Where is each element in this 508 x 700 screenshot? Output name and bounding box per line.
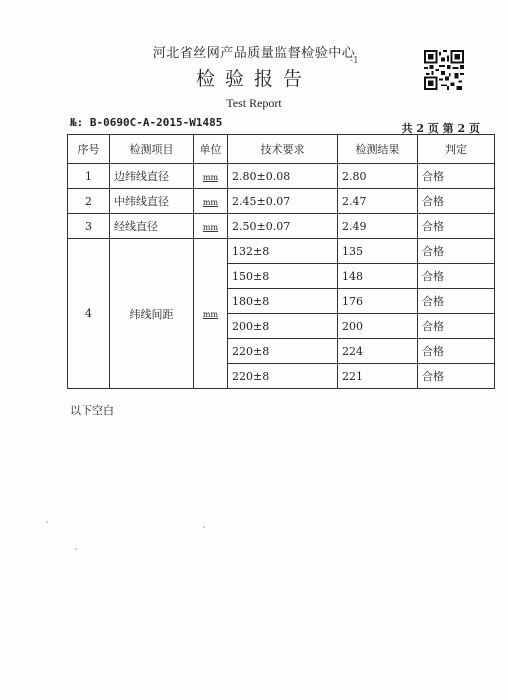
column-header: 检测项目 [110,135,194,164]
judgement: 合格 [418,264,495,289]
row-number: 1 [68,164,110,189]
unit-label: mm [202,310,219,319]
row-number: 3 [68,214,110,239]
column-header: 技术要求 [228,135,338,164]
result: 221 [338,364,418,389]
report-title: 检验报告 [195,68,312,90]
blank-below-note: 以下空白 [70,404,114,417]
unit-label: mm [202,197,219,207]
judgement: 合格 [418,214,495,239]
requirement: 220±8 [228,339,338,364]
judgement: 合格 [418,164,495,189]
unit-label: mm [202,222,219,232]
column-header: 检测结果 [338,135,418,164]
table-row [68,214,495,239]
unit-cell [194,164,228,189]
unit-label: mm [202,172,219,182]
report-subtitle: Test Report [226,96,282,110]
requirement: 220±8 [228,364,338,389]
test-item: 经线直径 [110,214,194,239]
table-header-row [68,135,495,164]
unit-cell [194,239,228,389]
report-number: №: B-0690C-A-2015-W1485 [70,116,223,129]
requirement: 2.45±0.07 [228,189,338,214]
judgement: 合格 [418,314,495,339]
result: 224 [338,339,418,364]
judgement: 合格 [418,189,495,214]
row-number: 4 [68,239,110,389]
result: 200 [338,314,418,339]
requirement: 200±8 [228,314,338,339]
inspection-table [67,134,495,389]
qr-code-icon [424,50,464,90]
result: 135 [338,239,418,264]
row-number: 2 [68,189,110,214]
unit-cell [194,214,228,239]
requirement: 150±8 [228,264,338,289]
column-header: 判定 [418,135,495,164]
scan-speck [203,526,205,528]
test-item: 纬线间距 [110,239,194,389]
judgement: 合格 [418,339,495,364]
scan-speck [75,548,77,550]
handwritten-mark: -1 [350,56,359,66]
result: 2.80 [338,164,418,189]
requirement: 132±8 [228,239,338,264]
result: 148 [338,264,418,289]
table-row [68,164,495,189]
scan-speck [46,521,48,523]
requirement: 180±8 [228,289,338,314]
organization-name: 河北省丝网产品质量监督检验中心 [152,46,356,61]
page-info: 共 2 页 第 2 页 [401,122,480,135]
test-item: 边纬线直径 [110,164,194,189]
table-row [68,239,495,264]
judgement: 合格 [418,239,495,264]
judgement: 合格 [418,289,495,314]
column-header: 单位 [194,135,228,164]
column-header: 序号 [68,135,110,164]
result: 176 [338,289,418,314]
requirement: 2.80±0.08 [228,164,338,189]
requirement: 2.50±0.07 [228,214,338,239]
table-row [68,189,495,214]
result: 2.49 [338,214,418,239]
unit-cell [194,189,228,214]
test-item: 中纬线直径 [110,189,194,214]
judgement: 合格 [418,364,495,389]
result: 2.47 [338,189,418,214]
